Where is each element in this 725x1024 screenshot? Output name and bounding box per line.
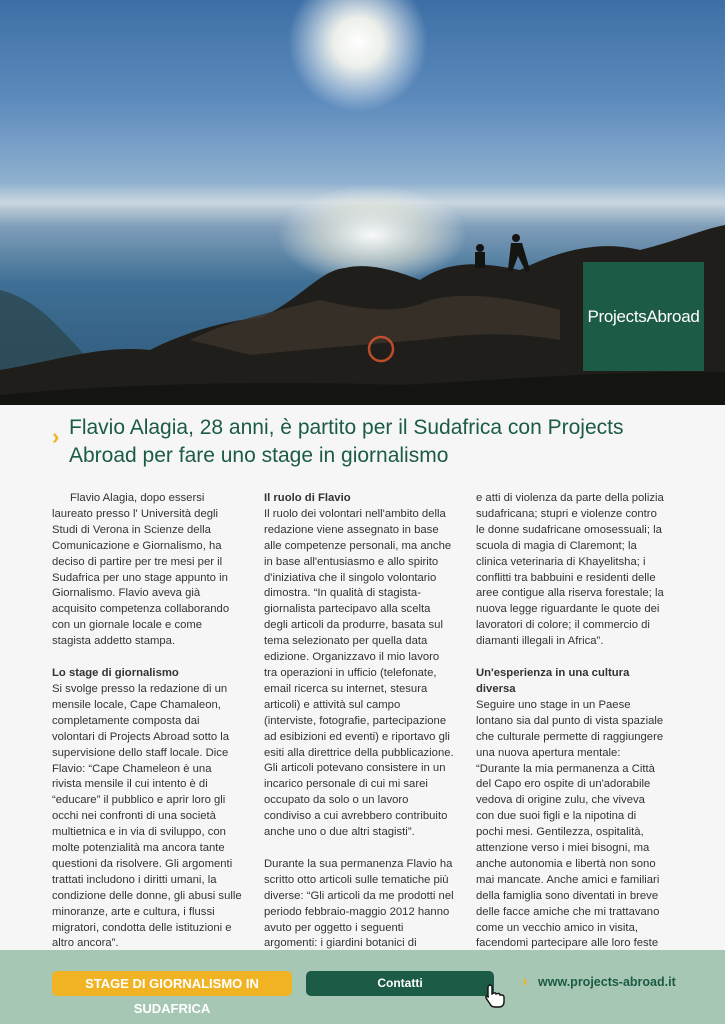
website-chevron-icon: › [522, 973, 528, 990]
hand-cursor-icon [483, 983, 507, 1009]
column-2 [264, 491, 454, 984]
contact-button[interactable]: Contatti [306, 971, 494, 996]
title-chevron-icon: › [52, 424, 60, 449]
intro-paragraph: Flavio Alagia, dopo essersi laureato presso l' Università degli Studi di Verona in Scienze della Comunicazione e Giornalismo, ha deciso di partire per tre mesi per il Sudafrica per uno stage appunto in Giornalismo. Flavio aveva già acquisito competenza collaborando con un giornale locale e come stagista addetto stampa. [52, 492, 230, 648]
logo-text: ProjectsAbroad [587, 306, 700, 326]
projects-abroad-logo [583, 262, 704, 371]
website-link[interactable]: www.projects-abroad.it [538, 975, 676, 989]
column-1 [52, 491, 242, 968]
paragraph: Il ruolo dei volontari nell'ambito della redazione viene assegnato in base alle competenze personali, ma anche in base all'entusiasmo e allo spirito d'iniziativa che il singolo volontario dimostra. “In qualità di stagista-giornalista partecipavo alla scelta degli articoli da produrre, basata sul tema selezionato per quella data edizione. Organizzavo il mio lavoro tra operazioni in ufficio (telefonate, email ricerca su internet, stesura articoli) e attività sul campo (interviste, fotografie, partecipazione ad esibizioni ed eventi) e riportavo gli esiti alla direttrice della pubblicazione. Gli articoli potevano consistere in un incarico personale di cui mi sarei occupato da solo o un lavoro condiviso a cui avrebbero contribuito anche uno o due altri stagisti”. [264, 507, 454, 839]
paragraph: e atti di violenza da parte della polizia sudafricana; stupri e violenze contro le donne sudafricane omosessuali; la scuola di magia di Claremont; la clinica veterinaria di Khayelitsha; i conflitti tra babbuini e residenti delle aree contigue alla riserva forestale; la nuova legge riguardante le quote dei lavoratori di colore; il commercio di diamanti illegali in Africa”. [476, 492, 664, 648]
hero-photo [0, 0, 725, 405]
column-3 [476, 491, 666, 984]
paragraph: Seguire uno stage in un Paese lontano sia dal punto di vista spaziale che culturale permette di raggiungere una nuova apertura mentale: “Durante la mia permanenza a Città del Capo ero ospite di un'adorabile vedova di origine zulu, che viveva con due suoi figli e la nipotina di pochi mesi. Gentilezza, ospitalità, attenzione verso i miei bisogni, ma anche autonomia e libertà non sono mai mancate. Anche amici e familiari della famiglia sono diventati in breve delle facce amiche che mi trattavano come un vecchio amico in visita, facendomi partecipare alle loro feste [476, 698, 664, 950]
program-tag[interactable]: STAGE DI GIORNALISMO IN SUDAFRICA [52, 971, 292, 996]
paragraph: Si svolge presso la redazione di un mensile locale, Cape Chamaleon, completamente composta dai volontari di Projects Abroad sotto la supervisione dello staff locale. Dice Flavio: “Cape Chameleon è una rivista mensile il cui intento è di “educare” il pubblico e aprir loro gli occhi nei confronti di una società multietnica e in via di sviluppo, con molte potenzialità ma ancora tante questioni da risolvere. Gli argomenti trattati includono i diritti umani, la condizione delle donne, gli abusi sulle minoranze, arte e cultura, i flussi migratori, condotta delle istituzioni e altro ancora”. [52, 682, 242, 950]
section-heading-role: Il ruolo di Flavio [264, 492, 351, 504]
section-heading-stage: Lo stage di giornalismo [52, 667, 179, 680]
article-title: Flavio Alagia, 28 anni, è partito per il Sudafrica con Projects Abroad per fare uno stage in giornalismo [69, 416, 624, 467]
paragraph: Durante la sua permanenza Flavio ha scritto otto articoli sulle tematiche più diverse: “Gli articoli da me prodotti nel periodo febbraio-maggio 2012 hanno avuto per oggetto i seguenti argomenti: i giardini botanici di [264, 857, 454, 950]
section-heading-culture: Un'esperienza in una cultura diversa [476, 667, 630, 695]
